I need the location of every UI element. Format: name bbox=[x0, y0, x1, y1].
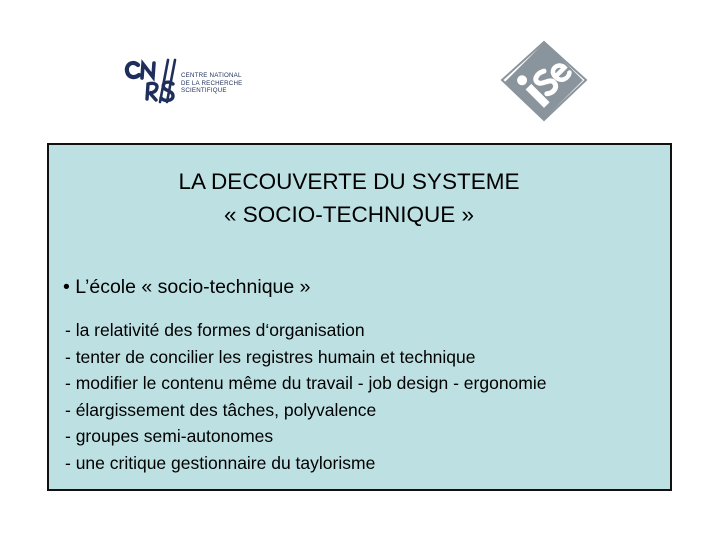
slide-title-line: « SOCIO-TECHNIQUE » bbox=[223, 202, 475, 227]
cnrs-logo-line: SCIENTIFIQUE bbox=[181, 87, 227, 94]
content-box bbox=[47, 143, 672, 491]
slide-title bbox=[49, 165, 649, 231]
ise-logo bbox=[496, 40, 592, 124]
list-item: - modifier le contenu même du travail - job design - ergonomie bbox=[65, 373, 547, 394]
list-item: - la relativité des formes d‘organisation bbox=[65, 320, 365, 340]
list-item: - une critique gestionnaire du taylorisme bbox=[65, 452, 376, 473]
list-item: - tenter de concilier les registres humain et technique bbox=[65, 346, 476, 367]
cnrs-logo-text bbox=[181, 72, 242, 95]
cnrs-logo-mark bbox=[124, 56, 182, 106]
slide-title-line: LA DECOUVERTE DU SYSTEME bbox=[178, 169, 520, 194]
list-item: - élargissement des tâches, polyvalence bbox=[65, 399, 377, 420]
cnrs-logo-line: CENTRE NATIONAL bbox=[181, 72, 242, 79]
bullet-heading: • L’école « socio-technique » bbox=[63, 276, 311, 298]
list-item: - groupes semi-autonomes bbox=[65, 426, 274, 447]
ise-logo-mark bbox=[496, 40, 592, 124]
cnrs-logo-line: DE LA RECHERCHE bbox=[181, 79, 243, 87]
item-list bbox=[65, 317, 546, 477]
cnrs-logo bbox=[124, 56, 254, 106]
